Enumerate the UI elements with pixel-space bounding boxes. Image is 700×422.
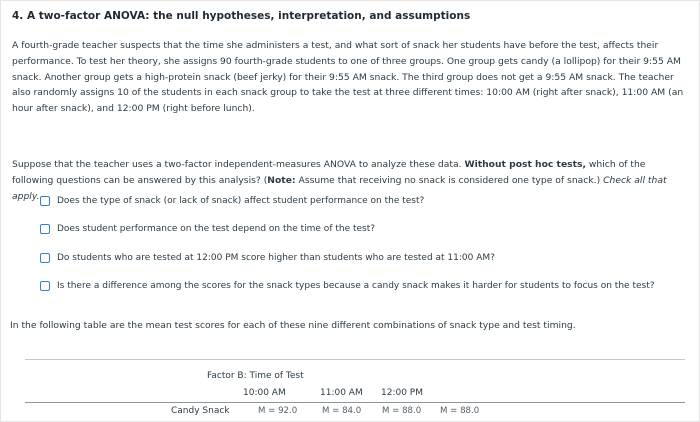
option-candy-focus[interactable]: [40, 281, 655, 291]
table-cell: M = 84.0: [322, 406, 362, 416]
checkbox[interactable]: [40, 224, 50, 234]
checkbox[interactable]: [40, 253, 50, 263]
table-cell: M = 92.0: [258, 406, 298, 416]
prompt-note: Assume that receiving no snack is considered one type of snack.): [295, 174, 604, 186]
checkbox[interactable]: [40, 281, 50, 291]
table-cell: M = 88.0: [382, 406, 422, 416]
column-header-11am: 11:00 AM: [320, 388, 363, 398]
option-label: Is there a difference among the scores for the snack types because a candy snack makes it harder for students to focus on the test?: [57, 281, 655, 291]
option-time-of-test[interactable]: [40, 224, 375, 234]
row-label-candy: Candy Snack: [171, 406, 230, 416]
prompt-bold: Without post hoc tests,: [464, 159, 586, 170]
question-title: 4. A two-factor ANOVA: the null hypotheses, interpretation, and assumptions: [12, 10, 471, 22]
prompt-start: Suppose that the teacher uses a two-factor independent-measures ANOVA to analyze these data.: [12, 159, 462, 170]
option-snack-type[interactable]: [40, 196, 424, 206]
column-header-12pm: 12:00 PM: [381, 388, 423, 398]
table-header-rule: [25, 402, 685, 403]
option-12pm-vs-11am[interactable]: [40, 253, 495, 263]
prompt-mid: which of the following questions can be answered by this analysis? (: [12, 159, 646, 186]
factor-b-label: Factor B: Time of Test: [207, 371, 304, 381]
column-header-10am: 10:00 AM: [243, 388, 286, 398]
checkbox[interactable]: [40, 196, 50, 206]
prompt-note-label: Note:: [267, 174, 296, 186]
table-cell: M = 88.0: [440, 406, 480, 416]
table-intro: In the following table are the mean test scores for each of these nine different combinations of snack type and test timing.: [10, 320, 576, 331]
option-label: Does the type of snack (or lack of snack) affect student performance on the test?: [57, 196, 425, 206]
prompt-instruction: Check all that apply.: [12, 174, 667, 202]
scenario-text: A fourth-grade teacher suspects that the time she administers a test, and what sort of snack her students have before the test, affects their performance. To test her theory, she assigns 90 fourth-grade students to one of three groups. One group gets candy (a lollipop) for their 9:55 AM snack. Another group gets a high-protein snack (beef jerky) for their 9:55 AM snack. The third group does not get a 9:55 AM snack. The teacher also randomly assigns 10 of the students in each snack group to take the test at three different times: 10:00 AM (right after snack), 11:00 AM (an hour after snack), and 12:00 PM (right before lunch).: [12, 40, 684, 115]
table-top-rule: [25, 359, 685, 360]
option-label: Does student performance on the test depend on the time of the test?: [57, 224, 376, 234]
option-label: Do students who are tested at 12:00 PM score higher than students who are tested at 11:00 AM?: [57, 253, 495, 263]
